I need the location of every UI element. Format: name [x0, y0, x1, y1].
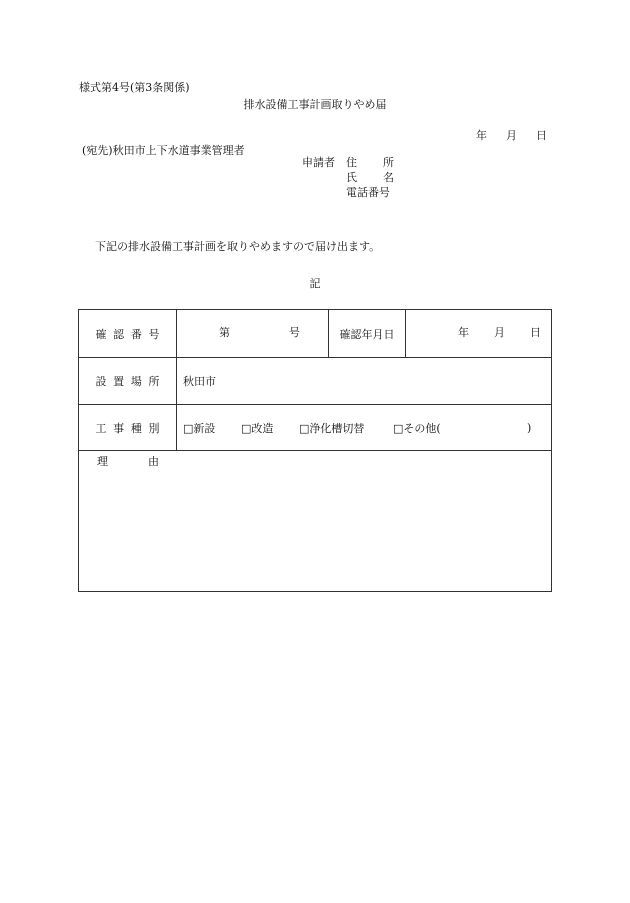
label-char: 認: [113, 327, 125, 341]
label-char: 別: [148, 421, 160, 435]
addressee: (宛先)秋田市上下水道事業管理者: [82, 144, 245, 157]
date-day-label: 日: [536, 129, 547, 142]
go-label: 号: [289, 326, 300, 339]
label-char: 番: [130, 327, 142, 341]
date-year-label: 年: [476, 129, 487, 142]
label-char: 由: [148, 455, 159, 468]
label-char: 確: [95, 327, 107, 341]
label-char: 理: [97, 455, 108, 468]
body-text: 下記の排水設備工事計画を取りやめますので届け出ます。: [95, 240, 381, 253]
label-char: 場: [130, 375, 142, 388]
label-char: 置: [113, 375, 125, 388]
option-other-checkbox[interactable]: □その他(: [393, 421, 441, 435]
label-char: 設: [95, 375, 107, 388]
installation-location-label: [79, 358, 176, 404]
confirm-month-label: 月: [494, 326, 505, 339]
name-char-2: 名: [383, 171, 394, 184]
applicant-name-label: [346, 172, 394, 183]
confirm-year-label: 年: [458, 326, 469, 339]
address-char-1: 住: [346, 156, 357, 169]
ki-label: 記: [309, 277, 321, 290]
applicant-address-label: [346, 157, 394, 168]
option-modify-checkbox[interactable]: □改造: [241, 421, 274, 435]
location-value: 秋田市: [183, 375, 216, 388]
dai-label: 第: [219, 326, 230, 339]
confirm-day-label: 日: [530, 326, 541, 339]
installation-location-field[interactable]: [176, 358, 551, 404]
row-installation-location: [79, 358, 551, 405]
name-char-1: 氏: [346, 171, 357, 184]
form-number: 様式第4号(第3条関係): [79, 81, 190, 94]
label-char: 事: [113, 421, 125, 435]
other-close-paren: ): [527, 421, 532, 434]
label-char: 種: [130, 421, 142, 435]
applicant-label: 申請者: [302, 156, 335, 169]
confirmation-number-field[interactable]: [176, 310, 328, 357]
confirmation-number-label: [79, 310, 176, 357]
date-line: [476, 130, 547, 141]
label-char: 工: [95, 421, 107, 435]
form-table: [78, 309, 552, 592]
row-reason[interactable]: [79, 451, 551, 591]
option-septic-switch-checkbox[interactable]: □浄化槽切替: [299, 421, 365, 435]
date-month-label: 月: [506, 129, 517, 142]
confirmation-date-label: 確認年月日: [328, 310, 405, 357]
work-type-options: [176, 405, 551, 450]
work-type-label: [79, 405, 176, 450]
row-work-type: [79, 405, 551, 451]
label-char: 号: [148, 327, 160, 341]
applicant-phone-label: 電話番号: [346, 186, 390, 199]
address-char-2: 所: [383, 156, 394, 169]
reason-label: [97, 456, 159, 467]
label-char: 所: [148, 375, 160, 388]
row-confirmation-number: [79, 310, 551, 358]
confirmation-date-field[interactable]: [405, 310, 551, 357]
document-title: 排水設備工事計画取りやめ届: [243, 98, 387, 111]
option-new-checkbox[interactable]: □新設: [183, 421, 216, 435]
